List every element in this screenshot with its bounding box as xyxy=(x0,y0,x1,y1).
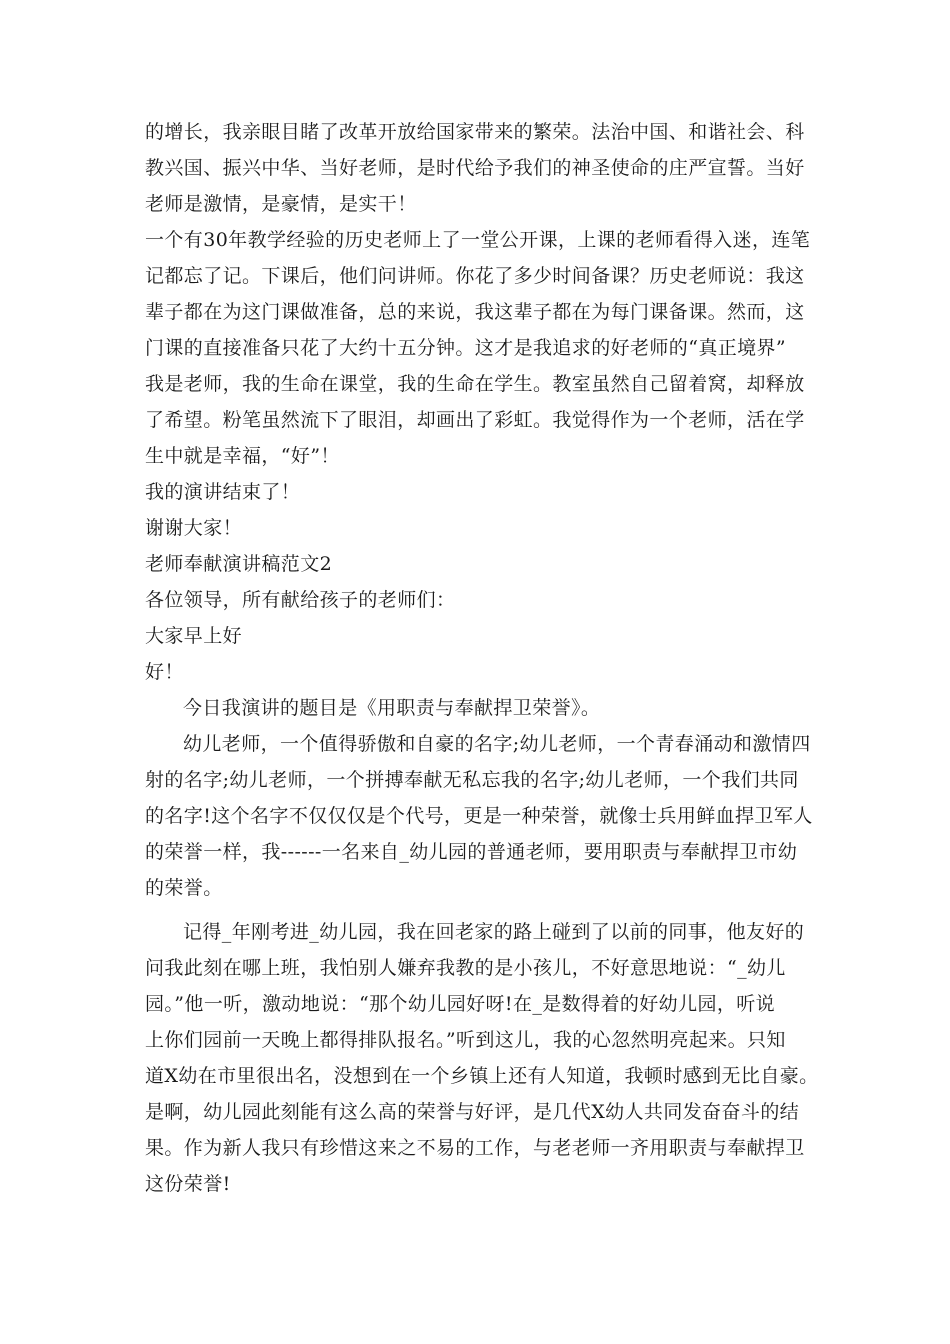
text-line: 教兴国、振兴中华、当好老师，是时代给予我们的神圣使命的庄严宣誓。当好 xyxy=(145,157,805,179)
text-line: 了希望。粉笔虽然流下了眼泪，却画出了彩虹。我觉得作为一个老师，活在学 xyxy=(145,409,805,431)
text-line: 我是老师，我的生命在课堂，我的生命在学生。教室虽然自己留着窝，却释放 xyxy=(145,373,805,395)
text-line: 一个有30年教学经验的历史老师上了一堂公开课，上课的老师看得入迷，连笔 xyxy=(145,229,811,251)
text-line: 园。”他一听，激动地说：“那个幼儿园好呀!在_是数得着的好幼儿园，听说 xyxy=(145,993,776,1015)
text-line: 辈子都在为这门课做准备，总的来说，我这辈子都在为每门课备课。然而，这 xyxy=(145,301,805,323)
text-line: 的荣誉。 xyxy=(145,877,223,899)
text-line: 门课的直接准备只花了大约十五分钟。这才是我追求的好老师的“真正境界” xyxy=(145,337,787,359)
text-line: 幼儿老师，一个值得骄傲和自豪的名字;幼儿老师，一个青春涌动和激情四 xyxy=(183,733,811,755)
text-line: 果。作为新人我只有珍惜这来之不易的工作，与老老师一齐用职责与奉献捍卫 xyxy=(145,1137,805,1159)
text-line: 道X幼在市里很出名，没想到在一个乡镇上还有人知道，我顿时感到无比自豪。 xyxy=(145,1065,819,1087)
text-line: 上你们园前一天晚上都得排队报名。”听到这儿，我的心忽然明亮起来。只知 xyxy=(145,1029,786,1051)
text-line: 的增长，我亲眼目睹了改革开放给国家带来的繁荣。法治中国、和谐社会、科 xyxy=(145,121,805,143)
text-line: 谢谢大家！ xyxy=(145,517,243,539)
text-line: 射的名字;幼儿老师，一个拼搏奉献无私忘我的名字;幼儿老师，一个我们共同 xyxy=(145,769,799,791)
document-page xyxy=(145,114,819,1202)
text-line: 老师是激情，是豪情，是实干！ xyxy=(145,193,417,215)
text-line: 生中就是幸福，“好”！ xyxy=(145,445,340,467)
greeting: 大家早上好 xyxy=(145,625,243,647)
text-line: 记得_年刚考进_幼儿园，我在回老家的路上碰到了以前的同事，他友好的 xyxy=(183,921,805,943)
paragraph-gap xyxy=(145,906,805,914)
section-heading: 老师奉献演讲稿范文2 xyxy=(145,553,333,575)
text-line: 的名字!这个名字不仅仅仅是个代号，更是一种荣誉，就像士兵用鲜血捍卫军人 xyxy=(145,805,813,827)
text-line: 问我此刻在哪上班，我怕别人嫌弃我教的是小孩儿，不好意思地说：“_幼儿 xyxy=(145,957,786,979)
salutation: 各位领导，所有献给孩子的老师们： xyxy=(145,589,456,611)
text-line: 的荣誉一样，我------一名来自_幼儿园的普通老师，要用职责与奉献捍卫市幼 xyxy=(145,841,798,863)
text-line: 今日我演讲的题目是《用职责与奉献捍卫荣誉》。 xyxy=(183,697,601,719)
text-line: 这份荣誉! xyxy=(145,1173,231,1195)
greeting: 好！ xyxy=(145,661,184,683)
text-line: 记都忘了记。下课后，他们问讲师。你花了多少时间备课？历史老师说：我这 xyxy=(145,265,805,287)
text-line: 我的演讲结束了！ xyxy=(145,481,301,503)
text-line: 是啊，幼儿园此刻能有这么高的荣誉与好评，是几代X幼人共同发奋奋斗的结 xyxy=(145,1101,800,1123)
